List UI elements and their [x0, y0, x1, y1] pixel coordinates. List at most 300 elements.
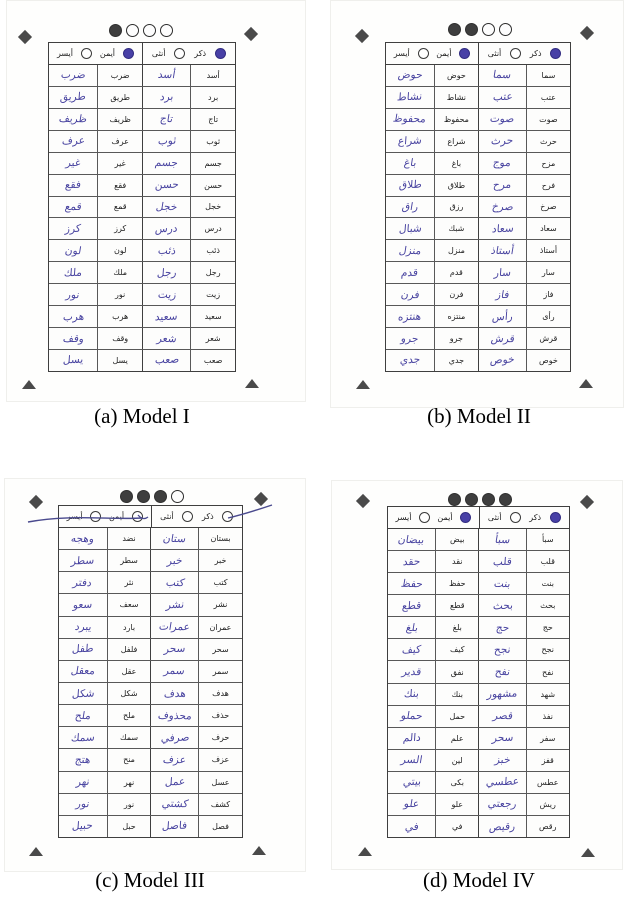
handwritten-word-cell: [49, 153, 97, 174]
model-dot-filled: [137, 490, 150, 503]
handwritten-word: سمر: [163, 665, 187, 678]
handwritten-word-cell: [150, 528, 198, 549]
handwritten-word: محذوف: [156, 709, 193, 723]
printed-word: منزل: [447, 246, 465, 256]
printed-word: تاج: [208, 114, 219, 124]
printed-word: ظريف: [109, 114, 131, 124]
hand-right-label: أيمن: [108, 512, 125, 521]
handwritten-word-cell: [478, 109, 526, 130]
table-row: [59, 617, 242, 639]
printed-word-cell: [434, 65, 478, 86]
selected-option-circle: [132, 511, 143, 522]
printed-word: نفق: [450, 667, 464, 677]
handwritten-word-cell: [386, 197, 434, 218]
printed-word: كرز: [114, 224, 127, 234]
printed-word-cell: [190, 131, 235, 152]
handwritten-word: صوت: [489, 113, 516, 126]
handwritten-word-cell: [478, 706, 525, 727]
handwritten-word: شعر: [155, 332, 178, 345]
handwritten-word-cell: [142, 262, 190, 283]
printed-word: منح: [123, 755, 135, 765]
printed-word: علم: [450, 733, 464, 743]
handwritten-word: سبأ: [493, 533, 512, 546]
handwritten-word-cell: [49, 218, 97, 239]
handwritten-word: باغ: [402, 157, 418, 170]
handwritten-word: مرح: [492, 178, 512, 192]
printed-word: فرح: [541, 180, 556, 190]
printed-word: حوض: [447, 70, 466, 80]
printed-word: زيت: [206, 290, 221, 300]
printed-word-cell: [435, 551, 478, 572]
form-header-row: [59, 506, 242, 528]
printed-word: ملك: [113, 268, 128, 278]
handwritten-word-cell: [478, 197, 526, 218]
printed-word: عسل: [211, 777, 230, 787]
table-row: [386, 131, 570, 153]
printed-word-cell: [526, 794, 569, 815]
printed-word-cell: [198, 572, 242, 593]
printed-word: نهر: [123, 777, 135, 787]
printed-word-cell: [526, 175, 570, 196]
printed-word-cell: [526, 328, 570, 349]
printed-word: سبأ: [541, 535, 554, 545]
handwritten-word-cell: [388, 772, 435, 793]
handwritten-word-cell: [478, 218, 526, 239]
handwritten-word: بيضان: [397, 533, 426, 546]
handwritten-word-cell: [478, 573, 525, 594]
handwritten-word: قلب: [492, 555, 513, 568]
table-row: [388, 706, 569, 728]
handwritten-word: قطع: [401, 599, 422, 613]
handwritten-word: كشتي: [160, 797, 189, 811]
figure-panel-model-4: [313, 450, 626, 900]
option-circle: [174, 48, 185, 59]
printed-word-cell: [526, 218, 570, 239]
handwritten-word-cell: [386, 175, 434, 196]
printed-word-cell: [434, 306, 478, 327]
model-dot-empty: [126, 24, 139, 37]
handwritten-word-cell: [49, 87, 97, 108]
printed-word-cell: [434, 87, 478, 108]
handwritten-word-cell: [59, 572, 107, 593]
registration-triangle-right: [245, 379, 259, 388]
handwritten-word: هدف: [163, 687, 187, 700]
printed-word-cell: [97, 131, 142, 152]
printed-word: فرن: [449, 290, 464, 300]
handwritten-word-cell: [478, 240, 526, 261]
handwritten-word: ملح: [73, 709, 92, 722]
handwritten-word: سما: [492, 69, 513, 82]
handwritten-word: معقل: [69, 665, 96, 678]
handwritten-word-cell: [59, 683, 107, 704]
printed-word: ريش: [539, 799, 556, 809]
word-form-table: [48, 42, 236, 372]
printed-word: مزح: [541, 158, 556, 168]
printed-word: بيض: [450, 535, 465, 545]
printed-word-cell: [198, 816, 242, 837]
handwritten-word: جرو: [400, 332, 420, 345]
printed-word-cell: [435, 816, 478, 837]
handwritten-word-cell: [478, 794, 525, 815]
gender-female-label: أنثى: [487, 513, 502, 522]
printed-word-cell: [434, 197, 478, 218]
table-row: [49, 109, 235, 131]
printed-word: درس: [204, 224, 222, 234]
selected-option-circle: [222, 511, 233, 522]
printed-word: حرث: [539, 136, 557, 146]
gender-male-label: ذكر: [529, 49, 542, 58]
handwritten-word-cell: [388, 639, 435, 660]
printed-word-cell: [190, 153, 235, 174]
printed-word: سعيد: [204, 312, 222, 322]
handwritten-word-cell: [59, 617, 107, 638]
printed-word-cell: [526, 750, 569, 771]
handwritten-word-cell: [150, 617, 198, 638]
form-header-row: [386, 43, 570, 65]
hand-right-label: أيمن: [99, 49, 116, 58]
handwritten-word: كيف: [401, 643, 422, 657]
printed-word: خبر: [214, 556, 227, 566]
figure-panel-model-1: [0, 0, 313, 450]
table-row: [49, 197, 235, 219]
table-row: [49, 284, 235, 306]
printed-word-cell: [97, 218, 142, 239]
registration-triangle-right: [252, 846, 266, 855]
handwritten-word-cell: [388, 529, 435, 550]
handwritten-word: أستاذ: [490, 244, 515, 258]
printed-word: منتزه: [447, 312, 466, 322]
registration-triangle-left: [358, 847, 372, 856]
figure-panel-model-2: [313, 0, 626, 450]
printed-word-cell: [526, 595, 569, 616]
table-row: [49, 153, 235, 175]
model-dot-filled: [465, 493, 478, 506]
handwritten-word: خبر: [166, 554, 183, 567]
model-dot-empty: [482, 23, 495, 36]
header-pair: [478, 43, 570, 64]
handwritten-word-cell: [478, 551, 525, 572]
handwritten-word: نشر: [165, 598, 185, 612]
printed-word-cell: [198, 705, 242, 726]
model-dot-filled: [448, 493, 461, 506]
printed-word-cell: [190, 87, 235, 108]
handwritten-word: سحر: [163, 642, 186, 656]
handwritten-word: بيتي: [402, 776, 421, 789]
handwritten-word: سمك: [70, 731, 96, 745]
printed-word-cell: [526, 350, 570, 371]
table-row: [386, 306, 570, 328]
printed-word-cell: [97, 175, 142, 196]
printed-word-cell: [526, 728, 569, 749]
handwritten-word-cell: [142, 131, 190, 152]
printed-word-cell: [190, 175, 235, 196]
printed-word-cell: [435, 595, 478, 616]
gender-female-label: أنثى: [160, 512, 174, 521]
model-dot-empty: [160, 24, 173, 37]
printed-word-cell: [198, 550, 242, 571]
table-row: [386, 175, 570, 197]
option-circle: [419, 512, 430, 523]
printed-word-cell: [434, 131, 478, 152]
handwritten-word: درس: [154, 222, 179, 236]
table-row: [388, 661, 569, 683]
registration-triangle-right: [581, 848, 595, 857]
handwritten-word-cell: [150, 661, 198, 682]
header-pair: [59, 506, 151, 527]
handwritten-word: حسن: [154, 178, 180, 192]
form-header-row: [388, 507, 569, 529]
printed-word-cell: [97, 328, 142, 349]
printed-word: سعف: [119, 600, 139, 610]
table-row: [386, 109, 570, 131]
handwritten-word-cell: [150, 727, 198, 748]
printed-word-cell: [435, 794, 478, 815]
handwritten-word-cell: [150, 639, 198, 660]
handwritten-word: هرب: [62, 310, 85, 323]
printed-word-cell: [190, 328, 235, 349]
printed-word: سعاد: [540, 224, 557, 234]
handwritten-word-cell: [59, 816, 107, 837]
printed-word: قلب: [540, 557, 555, 567]
handwritten-word-cell: [49, 240, 97, 261]
handwritten-word: راق: [400, 200, 419, 214]
printed-word: غير: [114, 158, 126, 168]
handwritten-word-cell: [142, 197, 190, 218]
selected-option-circle: [459, 48, 470, 59]
printed-word: عطس: [536, 777, 559, 787]
printed-word-cell: [190, 240, 235, 261]
printed-word: بلغ: [452, 623, 462, 633]
printed-word-cell: [526, 240, 570, 261]
handwritten-word: خبز: [493, 754, 512, 767]
handwritten-word-cell: [388, 617, 435, 638]
handwritten-word-cell: [150, 816, 198, 837]
printed-word: نور: [115, 290, 126, 300]
handwritten-word-cell: [386, 131, 434, 152]
table-row: [49, 65, 235, 87]
handwritten-word: برد: [159, 91, 174, 104]
handwritten-word: أسد: [157, 69, 177, 82]
printed-word-cell: [526, 529, 569, 550]
handwritten-word: عمل: [164, 775, 186, 789]
handwritten-word-cell: [478, 728, 525, 749]
table-row: [59, 727, 242, 749]
printed-word: شبك: [448, 224, 465, 234]
handwritten-word: بلغ: [404, 621, 419, 634]
handwritten-word: حج: [494, 621, 511, 634]
panel-caption: (d) Model IV: [423, 868, 535, 892]
figure-panel-model-3: [0, 450, 313, 900]
registration-triangle-left: [22, 380, 36, 389]
printed-word-cell: [198, 639, 242, 660]
handwritten-word: صعب: [154, 353, 180, 367]
table-row: [49, 306, 235, 328]
table-row: [59, 749, 242, 771]
selected-option-circle: [460, 512, 471, 523]
header-pair: [151, 506, 243, 527]
printed-word: صعب: [203, 355, 223, 365]
handwritten-word-cell: [478, 617, 525, 638]
table-row: [386, 240, 570, 262]
table-row: [388, 684, 569, 706]
handwritten-word: طريق: [59, 90, 87, 104]
handwritten-word-cell: [478, 661, 525, 682]
printed-word: قمع: [113, 202, 127, 212]
table-row: [388, 772, 569, 794]
handwritten-word: جسم: [154, 156, 180, 170]
printed-word: سما: [541, 70, 556, 80]
handwritten-word: رجل: [156, 266, 177, 280]
printed-word: هدف: [212, 689, 229, 699]
gender-male-label: ذكر: [529, 513, 542, 522]
table-row: [388, 529, 569, 551]
form-model-dots: [109, 24, 173, 37]
header-pair: [386, 43, 478, 64]
table-row: [49, 87, 235, 109]
printed-word-cell: [97, 284, 142, 305]
handwritten-word: خجل: [155, 200, 179, 214]
printed-word: هرب: [112, 312, 129, 322]
printed-word: سار: [541, 268, 555, 278]
table-row: [59, 550, 242, 572]
printed-word: شكل: [120, 689, 138, 699]
handwritten-word-cell: [142, 175, 190, 196]
printed-word-cell: [526, 816, 569, 837]
handwritten-word: جدي: [399, 354, 421, 367]
printed-word-cell: [107, 572, 151, 593]
handwritten-word: ظريف: [58, 113, 89, 126]
printed-word: نشر: [213, 600, 228, 610]
printed-word-cell: [107, 617, 151, 638]
panel-caption: (c) Model III: [95, 868, 205, 892]
table-row: [59, 594, 242, 616]
printed-word-cell: [435, 728, 478, 749]
table-row: [59, 683, 242, 705]
printed-word: سفر: [540, 733, 556, 743]
printed-word: خجل: [205, 202, 222, 212]
printed-word: كيف: [450, 645, 465, 655]
printed-word: نفذ: [542, 711, 553, 721]
handwritten-word: صرخ: [490, 200, 515, 214]
printed-word: ذئب: [206, 246, 220, 256]
handwritten-word: قدير: [400, 665, 423, 679]
gender-female-label: أنثى: [487, 49, 502, 58]
printed-word: لين: [451, 755, 463, 765]
printed-word: طريق: [110, 92, 131, 102]
table-row: [388, 728, 569, 750]
handwritten-word-cell: [49, 284, 97, 305]
printed-word-cell: [435, 639, 478, 660]
handwritten-word-cell: [59, 794, 107, 815]
printed-word-cell: [526, 284, 570, 305]
printed-word: سمر: [212, 666, 229, 676]
panel-caption: (b) Model II: [427, 404, 531, 428]
handwritten-word: ستان: [162, 532, 188, 545]
printed-word-cell: [190, 262, 235, 283]
handwritten-word-cell: [386, 65, 434, 86]
handwritten-word: سحر: [491, 731, 514, 745]
printed-word-cell: [107, 772, 151, 793]
table-row: [388, 551, 569, 573]
gender-male-label: ذكر: [201, 512, 214, 521]
printed-word-cell: [97, 350, 142, 371]
handwritten-word-cell: [386, 350, 434, 371]
registration-triangle-left: [29, 847, 43, 856]
printed-word-cell: [434, 109, 478, 130]
handwritten-word: حملو: [399, 709, 424, 723]
printed-word: سحر: [212, 644, 229, 654]
handwritten-word-cell: [59, 550, 107, 571]
printed-word: عقل: [121, 666, 137, 676]
handwritten-word-cell: [386, 153, 434, 174]
printed-word-cell: [198, 749, 242, 770]
printed-word: صوت: [539, 114, 558, 124]
printed-word: محفوظ: [443, 114, 469, 124]
table-row: [49, 240, 235, 262]
table-row: [49, 131, 235, 153]
printed-word-cell: [526, 131, 570, 152]
printed-word-cell: [526, 684, 569, 705]
handwritten-word-cell: [388, 684, 435, 705]
handwritten-word: وهجه: [70, 532, 96, 545]
handwritten-word: شراع: [397, 134, 423, 148]
printed-word: شهد: [540, 689, 556, 699]
handwritten-word-cell: [59, 749, 107, 770]
table-row: [386, 153, 570, 175]
printed-word: صرخ: [540, 202, 557, 212]
handwritten-word-cell: [478, 639, 525, 660]
handwritten-word: حقد: [402, 555, 421, 568]
handwritten-word-cell: [388, 794, 435, 815]
printed-word-cell: [435, 573, 478, 594]
printed-word-cell: [434, 328, 478, 349]
handwritten-word-cell: [59, 594, 107, 615]
handwritten-word-cell: [388, 551, 435, 572]
printed-word: لون: [113, 246, 127, 256]
printed-word-cell: [97, 109, 142, 130]
handwritten-word-cell: [386, 306, 434, 327]
handwritten-word-cell: [386, 87, 434, 108]
word-form-table: [58, 505, 243, 838]
handwritten-word: خوص: [489, 353, 516, 367]
handwritten-word-cell: [386, 328, 434, 349]
printed-word: حذف: [211, 711, 230, 721]
word-form-table: [385, 42, 571, 372]
selected-option-circle: [550, 48, 561, 59]
handwritten-word-cell: [388, 661, 435, 682]
handwritten-word: نهر: [75, 775, 90, 789]
printed-word-cell: [190, 197, 235, 218]
handwritten-word: بنت: [493, 577, 512, 590]
handwritten-word-cell: [150, 749, 198, 770]
printed-word-cell: [434, 175, 478, 196]
handwritten-word: سعاد: [491, 222, 514, 236]
table-row: [386, 284, 570, 306]
printed-word: نجح: [541, 645, 555, 655]
printed-word: جدي: [448, 355, 465, 365]
handwritten-word-cell: [478, 262, 526, 283]
handwritten-word-cell: [388, 595, 435, 616]
handwritten-word-cell: [478, 529, 525, 550]
handwritten-word: تاج: [159, 113, 175, 126]
printed-word-cell: [190, 109, 235, 130]
gender-female-label: أنثى: [151, 49, 166, 58]
handwritten-word-cell: [388, 728, 435, 749]
handwritten-word: قرش: [489, 332, 516, 345]
handwritten-word: في: [404, 820, 419, 833]
handwritten-word-cell: [478, 595, 525, 616]
table-row: [388, 816, 569, 837]
